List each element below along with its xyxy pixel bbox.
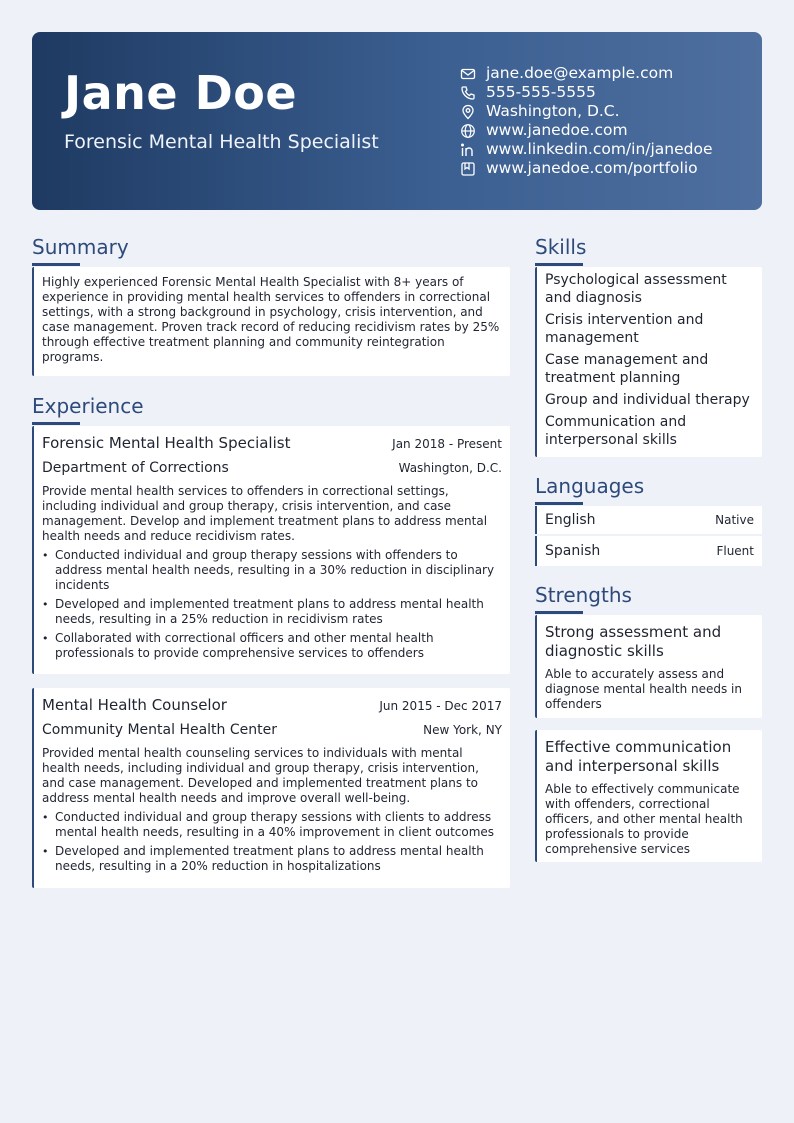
contact-location — [460, 102, 713, 121]
strengths-heading-text: Strengths — [535, 583, 632, 607]
skill-item: Group and individual therapy — [545, 392, 750, 408]
job-achievements — [42, 810, 502, 874]
language-name: Spanish — [545, 543, 601, 559]
language-name: English — [545, 512, 596, 528]
language-level: Native — [715, 513, 754, 527]
job-company: Community Mental Health Center — [42, 722, 277, 738]
contact-text: 555-555-5555 — [486, 83, 596, 101]
job-dates: Jan 2018 - Present — [392, 437, 502, 451]
job-description: Provide mental health services to offenders in correctional settings, including individual and group therapy, crisis intervention, and case management. Develop and implement treatment plans to address mental health needs and reduce recidivism rates. — [42, 484, 488, 543]
strength-description: Able to effectively communicate with offenders, correctional officers, and other mental health professionals to provide comprehensive services — [545, 782, 743, 856]
heading-underline — [32, 422, 80, 425]
skill-item: Case management and treatment planning — [545, 352, 709, 386]
strength-title: Effective communication and interpersonal skills — [545, 738, 732, 775]
strength-description: Able to accurately assess and diagnose mental health needs in offenders — [545, 667, 742, 711]
job-card — [32, 688, 510, 888]
skill-item: Psychological assessment and diagnosis — [545, 272, 727, 306]
portfolio-icon — [460, 159, 486, 178]
heading-underline — [535, 611, 583, 614]
job-description: Provided mental health counseling services to individuals with mental health needs, including individual and group therapy, crisis intervention, and case management. Developed and implemented treatment plans to address mental health needs and improve overall well-being. — [42, 746, 479, 805]
list-item: • Developed and implemented treatment plans to address mental health needs, resulting in a 20% reduction in hospitalizations — [42, 844, 502, 874]
list-item: • Conducted individual and group therapy sessions with offenders to address mental health needs, resulting in a 30% reduction in disciplinary incidents — [42, 548, 502, 593]
skill-item: Communication and interpersonal skills — [545, 414, 687, 448]
candidate-name: Jane Doe — [64, 66, 298, 120]
skills-card — [535, 267, 762, 457]
job-title: Forensic Mental Health Specialist — [42, 434, 291, 452]
contact-portfolio[interactable] — [460, 159, 713, 178]
job-company: Department of Corrections — [42, 460, 229, 476]
job-dates: Jun 2015 - Dec 2017 — [379, 699, 502, 713]
contact-list — [460, 64, 713, 178]
skill-item: Crisis intervention and management — [545, 312, 704, 346]
email-icon — [460, 64, 486, 83]
job-location: New York, NY — [423, 723, 502, 737]
contact-email[interactable] — [460, 64, 713, 83]
globe-icon — [460, 121, 486, 140]
summary-text: Highly experienced Forensic Mental Health Specialist with 8+ years of experience in providing mental health services to offenders in correctional settings, with a strong background in psychology, crisis intervention, and case management. Proven track record of reducing recidivism rates by 25% through effective treatment planning and community reintegration programs. — [42, 275, 500, 364]
job-title: Mental Health Counselor — [42, 696, 227, 714]
experience-heading — [32, 393, 144, 419]
strength-card — [535, 730, 762, 862]
language-row — [535, 506, 762, 534]
languages-list — [535, 506, 762, 566]
strengths-heading — [535, 582, 632, 608]
heading-underline — [535, 502, 583, 505]
language-row — [535, 536, 762, 566]
language-level: Fluent — [716, 544, 754, 558]
contact-text: www.linkedin.com/in/janedoe — [486, 140, 713, 158]
contact-text: www.janedoe.com — [486, 121, 628, 139]
location-icon — [460, 102, 486, 121]
contact-website[interactable] — [460, 121, 713, 140]
summary-heading-text: Summary — [32, 235, 129, 259]
experience-heading-text: Experience — [32, 394, 144, 418]
list-item: • Developed and implemented treatment plans to address mental health needs, resulting in a 25% reduction in recidivism rates — [42, 597, 502, 627]
phone-icon — [460, 83, 486, 102]
contact-text: jane.doe@example.com — [486, 64, 674, 82]
languages-heading — [535, 473, 644, 499]
heading-underline — [32, 263, 80, 266]
job-location: Washington, D.C. — [398, 461, 502, 475]
skills-heading — [535, 234, 586, 260]
languages-heading-text: Languages — [535, 474, 645, 498]
contact-text: Washington, D.C. — [486, 102, 620, 120]
candidate-title: Forensic Mental Health Specialist — [64, 131, 379, 153]
skills-heading-text: Skills — [535, 235, 587, 259]
linkedin-icon — [460, 140, 486, 159]
summary-heading — [32, 234, 129, 260]
list-item: • Conducted individual and group therapy sessions with clients to address mental health needs, resulting in a 40% improvement in client outcomes — [42, 810, 502, 840]
strength-title: Strong assessment and diagnostic skills — [545, 623, 722, 660]
contact-text: www.janedoe.com/portfolio — [486, 159, 698, 177]
strength-card — [535, 615, 762, 718]
job-achievements — [42, 548, 502, 661]
resume-header — [32, 32, 762, 210]
contact-linkedin[interactable] — [460, 140, 713, 159]
contact-phone[interactable] — [460, 83, 713, 102]
job-card — [32, 426, 510, 674]
summary-card — [32, 267, 510, 376]
list-item: • Collaborated with correctional officers and other mental health professionals to provide comprehensive services to offenders — [42, 631, 502, 661]
heading-underline — [535, 263, 583, 266]
